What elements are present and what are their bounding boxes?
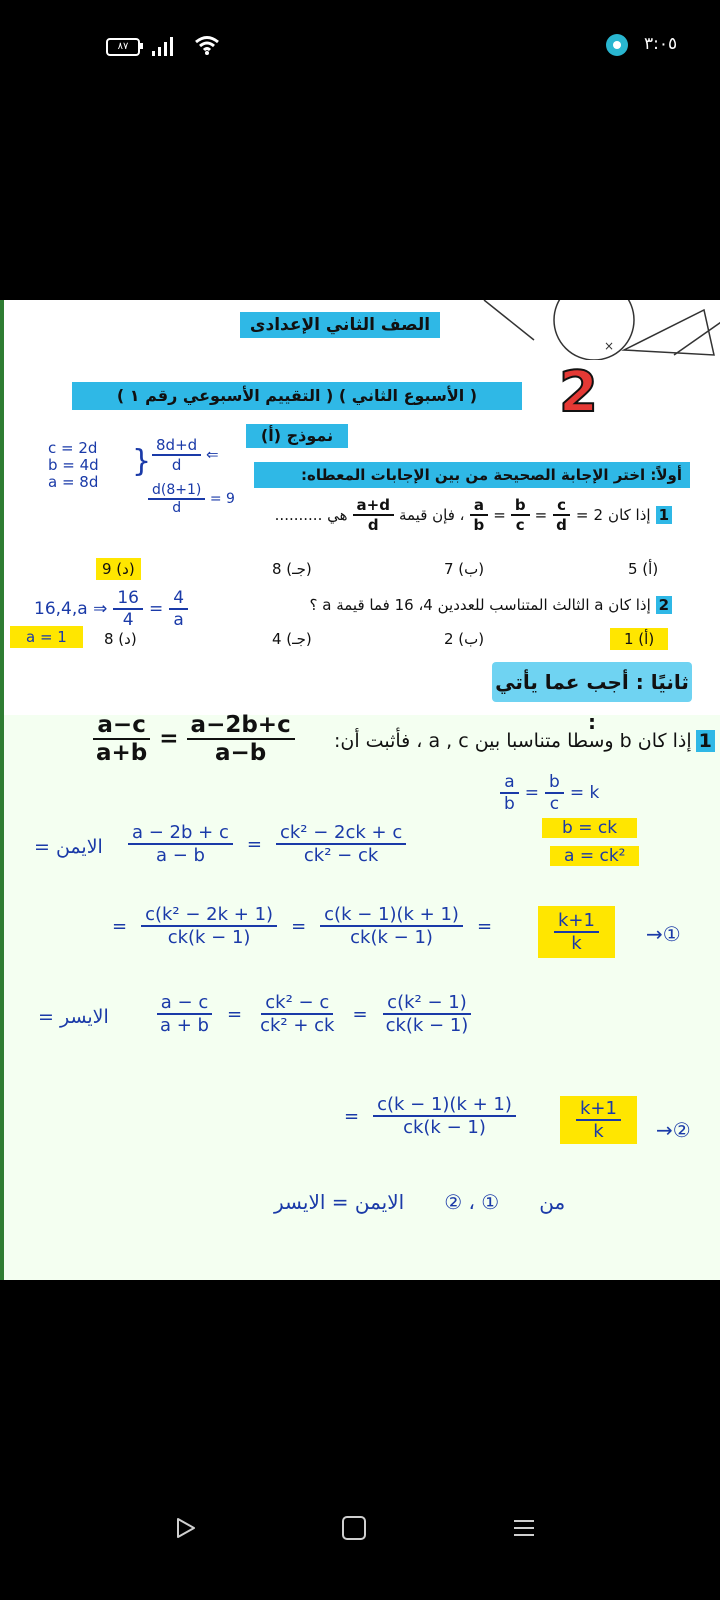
frac-num: k+1	[554, 910, 599, 933]
clock: ٣:٠٥	[644, 34, 678, 54]
frac-den: k	[593, 1121, 604, 1142]
frac-num: ck² − c	[261, 992, 333, 1015]
q2-option-a: 1 (أ)	[610, 628, 668, 650]
back-icon[interactable]	[174, 1516, 198, 1540]
frac-den: b	[504, 794, 515, 814]
q1-cond-value: 2	[593, 506, 604, 524]
right-label: الايمن =	[34, 836, 103, 858]
q2-work-text: 16,4,a ⇒	[34, 599, 108, 619]
question-2	[310, 596, 673, 614]
recents-icon[interactable]	[512, 1516, 536, 1540]
side-note-b: b = 4d	[48, 456, 99, 474]
left-step-1: $\frac{a - c}{a + b}$ = $\frac{\text{ck² − c}}{\text{ck² + ck}}$ = $\frac{\text{c(k² − 1)}}{ck(k - 1)}$	[156, 992, 472, 1036]
frac-den: ck² − ck	[303, 845, 379, 866]
right-result	[538, 906, 615, 958]
mark-2-label: ②	[672, 1118, 691, 1142]
side-frac-den: d	[171, 456, 182, 474]
frac-den: k	[571, 933, 582, 954]
frac-den: a + b	[160, 1015, 209, 1036]
q2-option-b: 2 (ب)	[444, 630, 485, 648]
q1-text-start: إذا كان	[608, 506, 651, 524]
frac-num: c(k² − 1)	[383, 992, 471, 1015]
left-result	[560, 1096, 637, 1144]
frac-den: b	[473, 516, 485, 534]
frac-den: d	[367, 516, 379, 534]
frac-num: a	[500, 772, 518, 794]
frac-den: ck(k − 1)	[385, 1015, 469, 1036]
q1-option-c: 8 (جـ)	[272, 560, 312, 578]
side-eval-num: d(8+1)	[148, 482, 205, 500]
question-number: 2	[656, 596, 672, 614]
frac-num: a+d	[353, 496, 394, 516]
q1-option-a: 5 (أ)	[628, 560, 659, 578]
q2-option-c: 4 (جـ)	[272, 630, 312, 648]
conclusion	[274, 1190, 565, 1214]
frac-den: a−b	[215, 740, 267, 766]
right-step-1: $\frac{a - 2b + c}{a - b}$ = $\frac{\text{ck² − 2ck + c}}{\text{ck² − ck}}$	[128, 822, 406, 866]
frac-num: c(k − 1)(k + 1)	[320, 904, 463, 927]
frac-num: c	[553, 496, 570, 516]
side-note-a: a = 8d	[48, 473, 99, 491]
model-label: نموذج (أ)	[246, 424, 348, 448]
grade-title: الصف الثاني الإعدادى	[240, 312, 440, 338]
brace: }	[132, 444, 152, 479]
conclusion-text: الايمن = الايسر	[274, 1190, 405, 1214]
q2-work: 16,4,a ⇒ $\frac{16}{4}$ = $\frac{4}{a}$	[34, 588, 188, 630]
frac-num: c(k² − 2k + 1)	[141, 904, 277, 927]
q2-option-d: 8 (د)	[104, 630, 137, 648]
frac-num: a−2b+c	[187, 712, 295, 740]
frac-den: c	[515, 516, 525, 534]
right-step-2: = $\frac{\text{c(k² − 2k + 1)}}{ck(k - 1)}$ = $\frac{c(k - 1)(k + 1)}{ck(k - 1)}$ =	[112, 904, 493, 948]
ratio-k-text: = k	[569, 783, 600, 803]
side-note-c: c = 2d	[48, 439, 98, 457]
document-page	[0, 300, 720, 1280]
side-fraction	[152, 436, 219, 474]
side-eval-den: d	[172, 500, 182, 516]
frac-num: a − 2b + c	[128, 822, 233, 845]
q3-text: إذا كان b وسطا متناسبا بين a , c ، فأثبت أن:	[334, 730, 692, 752]
frac-den: c	[549, 794, 560, 814]
frac-num: 16	[113, 588, 143, 610]
left-step-2: = $\frac{c(k - 1)(k + 1)}{ck(k - 1)}$	[344, 1094, 516, 1138]
section1-title: أولاً: اختر الإجابة الصحيحة من بين الإجابات المعطاه:	[254, 462, 690, 488]
frac-num: b	[511, 496, 530, 516]
q1-option-b: 7 (ب)	[444, 560, 485, 578]
notification-icon	[606, 34, 628, 56]
frac-den: ck(k − 1)	[350, 927, 433, 948]
question-number: 1	[696, 730, 715, 752]
frac-num: a	[470, 496, 488, 516]
home-icon[interactable]	[342, 1516, 366, 1540]
section2-title: ثانيًا : أجب عما يأتي :	[492, 662, 692, 702]
ratio-k: $\frac{a}{b}$ = $\frac{b}{c}$ = k	[500, 772, 599, 814]
q1-option-d: 9 (د)	[96, 558, 141, 580]
mark-1: →①	[646, 922, 681, 946]
navigation-bar	[0, 1500, 720, 1600]
frac-num: b	[545, 772, 564, 794]
frac-num: a − c	[157, 992, 212, 1015]
svg-text:×: ×	[604, 339, 615, 353]
side-eval	[148, 482, 235, 516]
battery-level: ٨٧	[117, 41, 129, 52]
a-equation: a = ck²	[550, 846, 639, 866]
q2-answer: a = 1	[10, 626, 83, 648]
side-frac-num: 8d+d	[152, 436, 201, 456]
conclusion-marks: ① ، ②	[444, 1190, 500, 1214]
frac-num: c(k − 1)(k + 1)	[373, 1094, 516, 1117]
page-number: 2	[559, 360, 598, 425]
signal-icon	[152, 36, 173, 56]
mark-2: →②	[656, 1118, 691, 1142]
arrow-icon: ⇐	[205, 445, 219, 464]
q1-text-mid: ، فإن قيمة	[398, 506, 465, 524]
frac-den: a − b	[155, 845, 205, 866]
battery-tip	[140, 43, 143, 49]
side-notes	[48, 440, 99, 491]
status-bar	[0, 0, 720, 90]
q1-text-end: هي ..........	[274, 506, 348, 524]
b-equation: b = ck	[542, 818, 637, 838]
frac-num: 4	[169, 588, 188, 610]
frac-den: d	[556, 516, 567, 534]
frac-den: 4	[122, 610, 134, 630]
side-eval-value: = 9	[209, 491, 235, 507]
frac-num: a−c	[93, 712, 149, 740]
question-number: 1	[656, 506, 672, 524]
question-3	[334, 730, 715, 752]
q2-text: إذا كان a الثالث المتناسب للعددين 4، 16 فما قيمة a ؟	[309, 596, 651, 614]
frac-den: a	[173, 610, 184, 630]
frac-num: ck² − 2ck + c	[276, 822, 406, 845]
frac-den: ck(k − 1)	[403, 1117, 486, 1138]
question-1: 1 إذا كان 2 = $\frac{c}{d}$ = $\frac{b}{c}$ = $\frac{a}{b}$ ، فإن قيمة $\frac{a+d}{d}$ هي ..........	[275, 496, 672, 534]
frac-den: ck² + ck	[260, 1015, 335, 1036]
assessment-title: ( التقييم الأسبوعي رقم ١ ) ( الأسبوع الثاني )	[72, 382, 522, 410]
conclusion-from: من	[539, 1190, 566, 1214]
frac-num: k+1	[576, 1098, 621, 1121]
geometry-decoration-icon	[474, 300, 720, 360]
left-label: الايسر =	[38, 1006, 109, 1028]
wifi-icon	[194, 34, 220, 56]
battery-icon	[106, 38, 140, 56]
frac-den: ck(k − 1)	[167, 927, 251, 948]
mark-1-label: ①	[662, 922, 681, 946]
frac-den: a+b	[96, 740, 148, 766]
q3-equation: $\frac{a-c}{a+b}$ = $\frac{a-2b+c}{a-b}$	[92, 712, 295, 766]
